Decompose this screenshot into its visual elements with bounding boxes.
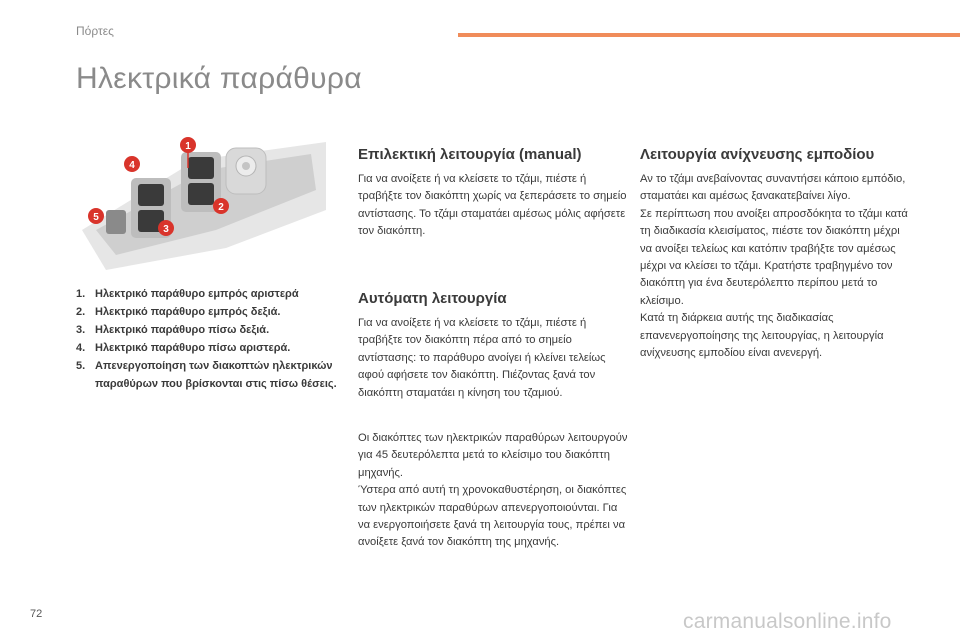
page-number: 72 — [30, 608, 43, 620]
switch-rear-left — [138, 184, 164, 206]
caption-number: 3. — [76, 324, 86, 336]
callout-1 — [180, 137, 196, 153]
caption-number: 5. — [76, 360, 86, 372]
caption-item — [76, 339, 346, 357]
caption-text: Ηλεκτρικό παράθυρο εμπρός δεξιά. — [95, 306, 281, 318]
caption-item — [76, 357, 346, 393]
watermark-text: carmanualsonline.info — [683, 610, 892, 633]
callout-5-label: 5 — [93, 212, 99, 223]
caption-text: Ηλεκτρικό παράθυρο εμπρός αριστερά — [95, 288, 299, 300]
obstacle-paragraph-1: Αν το τζάμι ανεβαίνοντας συναντήσει κάποιο εμπόδιο, σταματάει και αμέσως ξανακατεβαίνει λίγο. — [640, 173, 906, 203]
automatic-mode-heading: Αυτόματη λειτουργία — [358, 290, 507, 307]
caption-item — [76, 321, 346, 339]
caption-number: 1. — [76, 288, 86, 300]
callout-3 — [158, 220, 174, 236]
caption-item — [76, 303, 346, 321]
obstacle-paragraph-2: Σε περίπτωση που ανοίξει απροσδόκητα το τζάμι κατά τη διαδικασία κλεισίματος, πιέστε τον διακόπτη μέχρι να ανοίξει τελείως και κατόπιν τραβήξτε τον αμέσως μέχρι να κλείσει το τζάμι. Κρατήστε τραβηγμένο τον διακόπτη για ένα δευτερόλεπτο περίπου μετά το κλείσιμο. — [640, 207, 908, 307]
callout-5 — [88, 208, 104, 224]
caption-number: 2. — [76, 306, 86, 318]
obstacle-detection-section — [640, 145, 910, 362]
callout-1-label: 1 — [185, 141, 191, 152]
callout-4-label: 4 — [129, 160, 135, 171]
header-section-label: Πόρτες — [76, 24, 114, 38]
obstacle-paragraph-3: Κατά τη διάρκεια αυτής της διαδικασίας επανενεργοποίησης της λειτουργίας, η λειτουργία ανίχνευσης εμποδίου είναι ανενεργή. — [640, 312, 884, 360]
caption-item — [76, 285, 346, 303]
timer-section — [358, 430, 628, 552]
switch-front-left — [188, 157, 214, 179]
obstacle-detection-heading: Λειτουργία ανίχνευσης εμποδίου — [640, 146, 875, 163]
figure-caption-list — [76, 285, 346, 393]
timer-paragraph-2: Ύστερα από αυτή τη χρονοκαθυστέρηση, οι διακόπτες των ηλεκτρικών παραθύρων απενεργοποιούνται. Για να ενεργοποιήσετε ξανά τη λειτουργία τους, πρέπει να ανοίξετε ξανά τον διακόπτη της μηχανής. — [358, 484, 627, 549]
manual-mode-body: Για να ανοίξετε ή να κλείσετε το τζάμι, πιέστε ή τραβήξτε τον διακόπτη χωρίς να ξεπεράσετε το σημείο αντίστασης. Το τζάμι σταματάει αμέσως μόλις αφήσετε τον διακόπτη. — [358, 173, 627, 238]
callout-3-label: 3 — [163, 224, 169, 235]
manual-mode-heading: Επιλεκτική λειτουργία (manual) — [358, 146, 582, 163]
automatic-mode-section — [358, 289, 628, 402]
timer-paragraph-1: Οι διακόπτες των ηλεκτρικών παραθύρων λειτουργούν για 45 δευτερόλεπτα μετά το κλείσιμο του διακόπτη μηχανής. — [358, 432, 628, 479]
page-title: Ηλεκτρικά παράθυρα — [76, 62, 362, 95]
callout-2-label: 2 — [218, 202, 224, 213]
switch-rear-lockout — [106, 210, 126, 234]
caption-text: Ηλεκτρικό παράθυρο πίσω αριστερά. — [95, 342, 291, 354]
callout-4 — [124, 156, 140, 172]
mirror-control-knob — [226, 148, 266, 194]
automatic-mode-body: Για να ανοίξετε ή να κλείσετε το τζάμι, πιέστε ή τραβήξτε τον διακόπτη πέρα από το σημείο αντίστασης: το παράθυρο ανοίγει ή κλείνει τελείως αφού αφήσετε τον διακόπτη. Πιέζοντας ξανά τον διακόπτη σταματάει η κίνηση του τζαμιού. — [358, 317, 606, 399]
callout-2 — [213, 198, 229, 214]
caption-text: Ηλεκτρικό παράθυρο πίσω δεξιά. — [95, 324, 270, 336]
caption-text: Απενεργοποίηση των διακοπτών ηλεκτρικών παραθύρων που βρίσκονται στις πίσω θέσεις. — [95, 360, 337, 390]
window-switch-illustration — [76, 130, 336, 275]
switch-panel-drawing — [76, 130, 336, 275]
caption-number: 4. — [76, 342, 86, 354]
switch-front-right — [188, 183, 214, 205]
manual-mode-section — [358, 145, 628, 241]
header-accent-rule — [458, 33, 960, 37]
